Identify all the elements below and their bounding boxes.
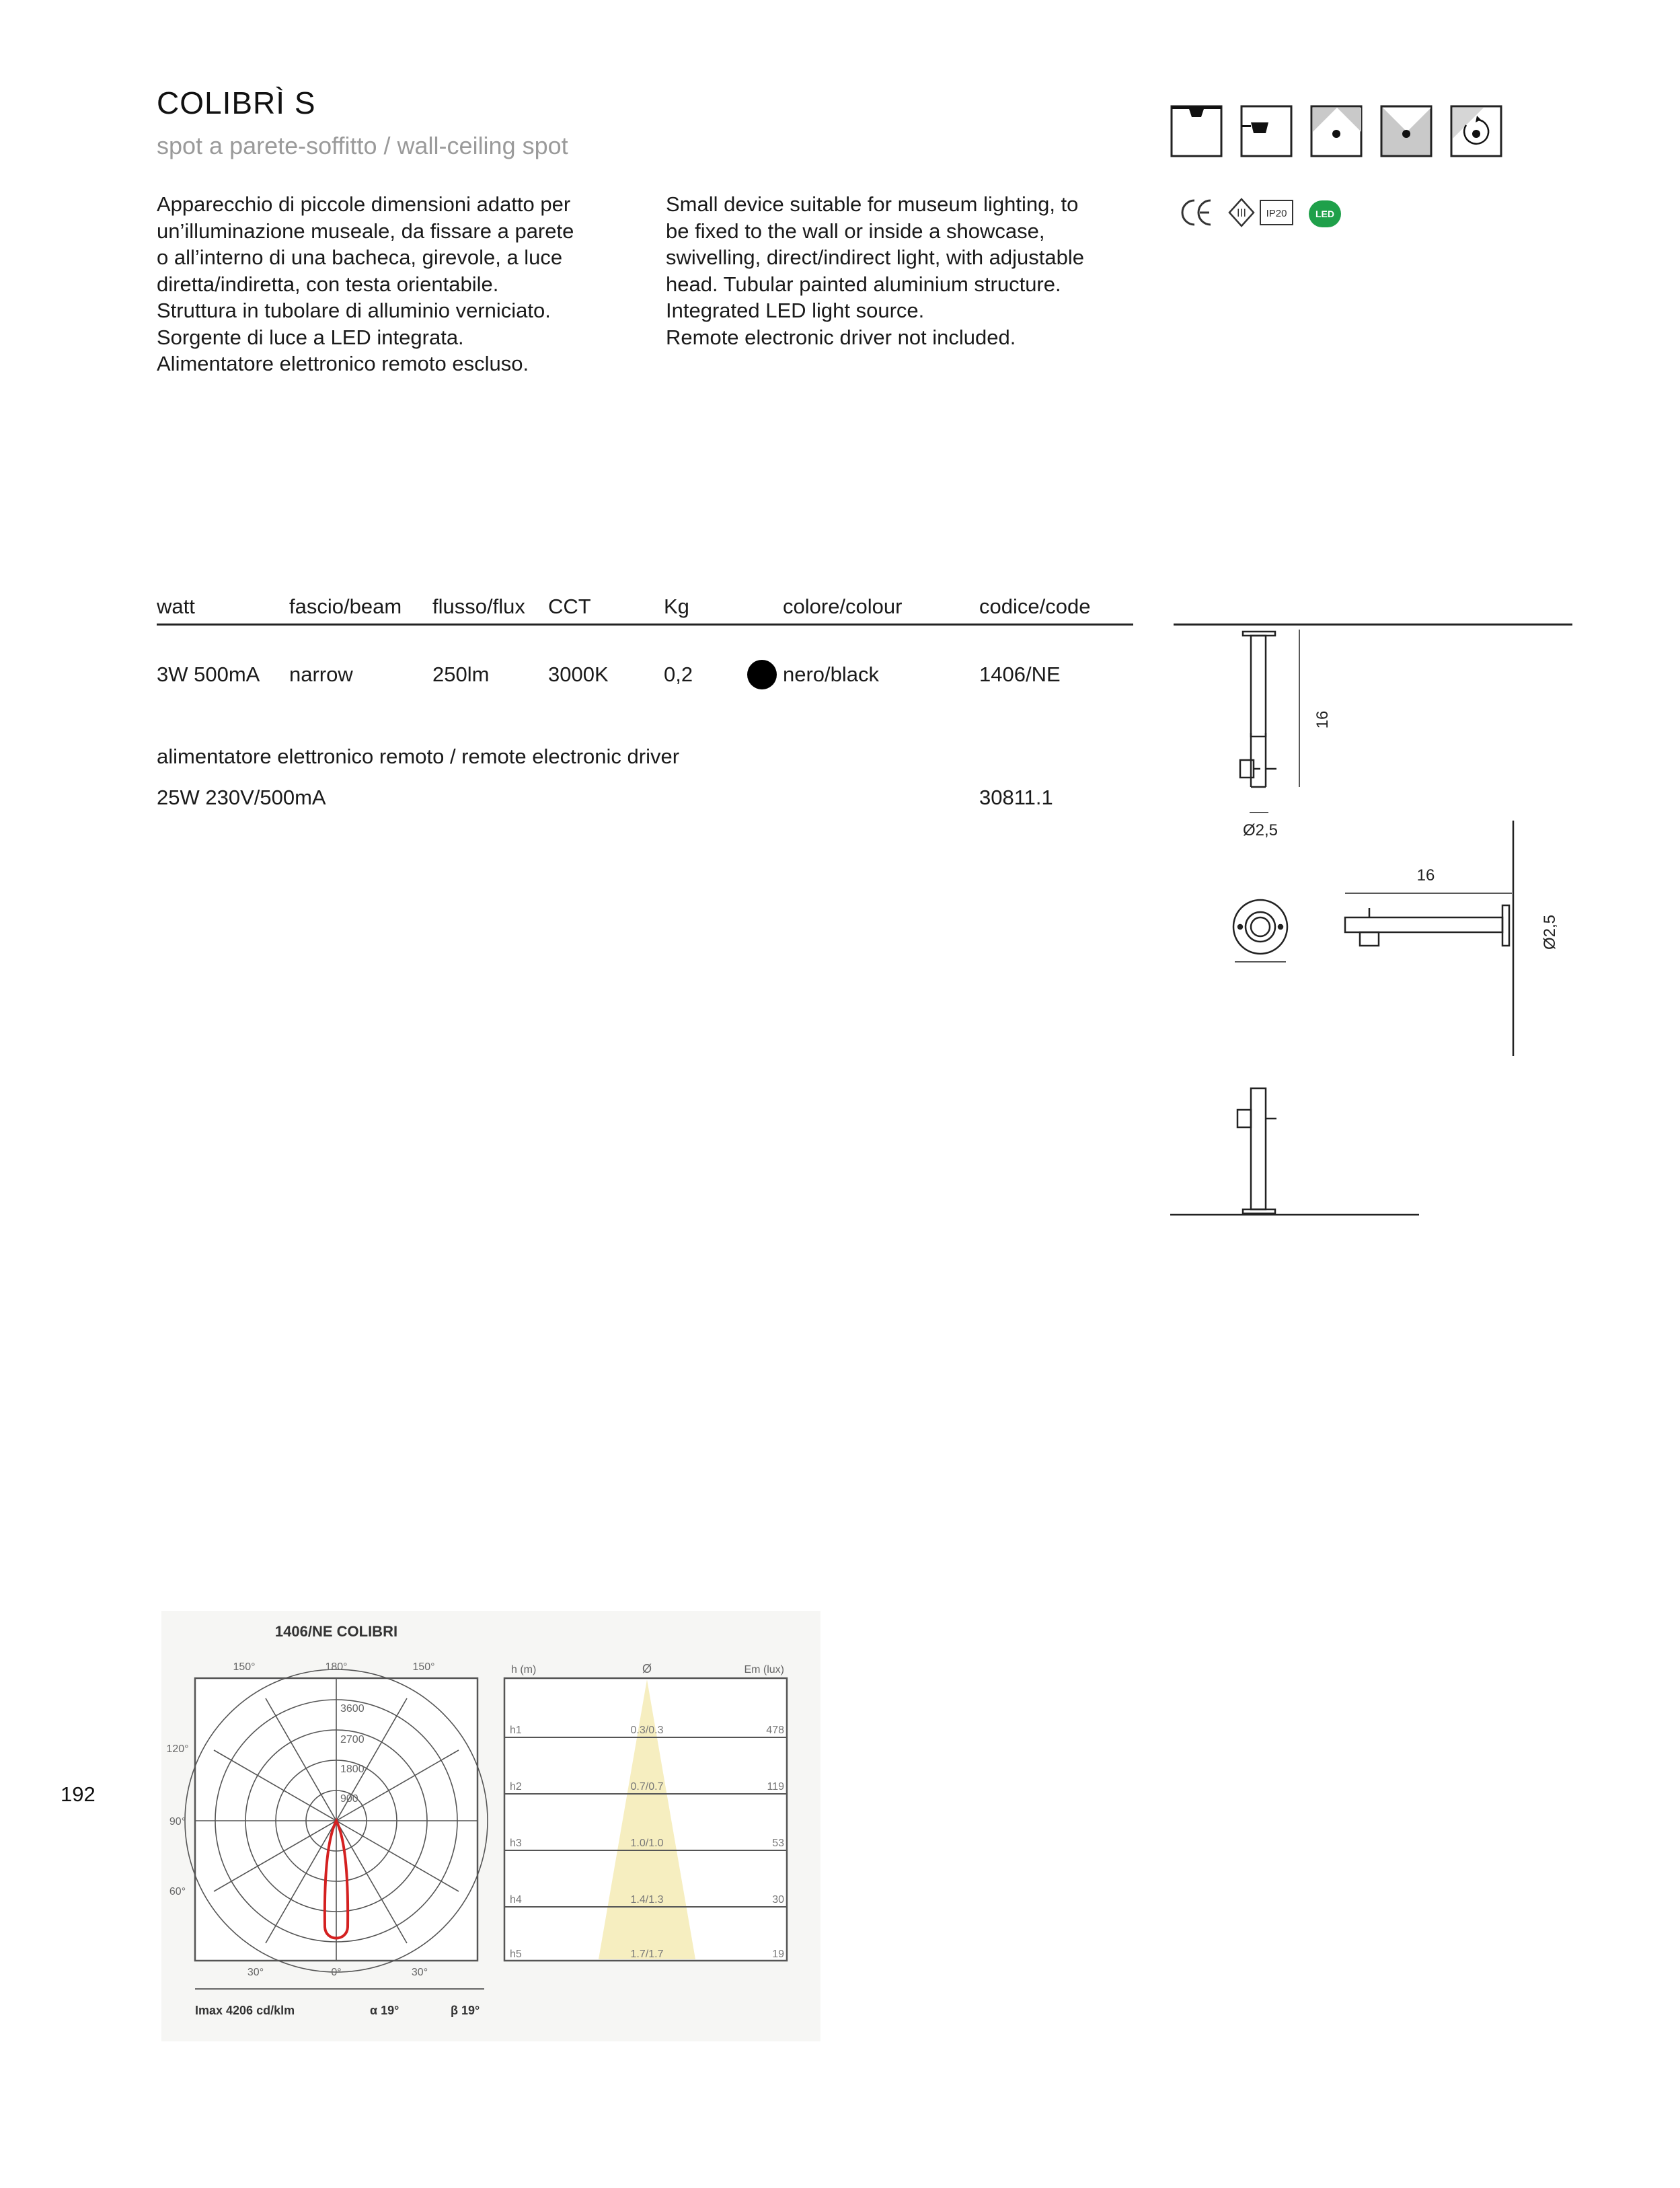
header-beam: fascio/beam xyxy=(289,595,402,618)
cone-header-d: Ø xyxy=(642,1662,652,1675)
desc-it-line: Struttura in tubolare di alluminio verniciato. xyxy=(157,299,551,322)
cone-row-em: 53 xyxy=(772,1838,784,1849)
polar-diagram xyxy=(166,1661,488,1978)
adjustable-icon-2 xyxy=(1381,106,1431,156)
desc-it-line: un’illuminazione museale, da fissare a parete xyxy=(157,219,574,243)
mounting-icons xyxy=(1170,105,1506,159)
header-cct: CCT xyxy=(548,595,591,618)
drawing-wall-view xyxy=(1345,821,1513,1056)
cell-beam: narrow xyxy=(289,663,353,686)
polar-top-label: 180° xyxy=(325,1661,348,1673)
class-iii-icon xyxy=(1229,199,1254,226)
dim-height-label: 16 xyxy=(1313,710,1332,729)
photometric-chart xyxy=(161,1611,820,2041)
class-label: III xyxy=(1236,206,1247,219)
driver-label: alimentatore elettronico remoto / remote electronic driver xyxy=(157,745,680,768)
polar-side-label: 90° xyxy=(169,1816,186,1827)
adjustable-icon xyxy=(1311,106,1361,156)
desc-it-line: Alimentatore elettronico remoto escluso. xyxy=(157,352,529,375)
cone-row-d: 1.4/1.3 xyxy=(630,1894,664,1906)
drawing-floor-view xyxy=(1170,1088,1419,1215)
chart-title: 1406/NE COLIBRI xyxy=(274,1623,398,1640)
desc-en-line: Remote electronic driver not included. xyxy=(666,325,1016,349)
cone-row-em: 30 xyxy=(772,1894,784,1906)
desc-it-line: diretta/indiretta, con testa orientabile. xyxy=(157,272,499,296)
drawing-front-view xyxy=(1233,900,1287,962)
ip-label: IP20 xyxy=(1266,208,1287,219)
colour-swatch xyxy=(747,660,777,689)
desc-en-line: be fixed to the wall or inside a showcase, xyxy=(666,219,1045,243)
driver-spec: 25W 230V/500mA xyxy=(157,786,326,809)
desc-it-line: o all’interno di una bacheca, girevole, a luce xyxy=(157,246,563,269)
led-badge-icon: LED xyxy=(1309,200,1341,227)
cone-row-h: h4 xyxy=(510,1894,522,1906)
cone-row-h: h3 xyxy=(510,1838,522,1849)
desc-it-line: Apparecchio di piccole dimensioni adatto per xyxy=(157,192,571,216)
wall-mount-icon xyxy=(1242,106,1291,156)
ce-mark-icon xyxy=(1182,200,1211,225)
cell-colour: nero/black xyxy=(783,663,880,686)
page-number: 192 xyxy=(61,1782,96,1806)
polar-top-label: 150° xyxy=(412,1661,435,1673)
ip20-icon xyxy=(1260,200,1293,225)
cone-row-em: 478 xyxy=(766,1725,784,1736)
header-colour: colore/colour xyxy=(783,595,903,618)
cone-header-em: Em (lux) xyxy=(744,1664,784,1675)
ring-value: 3600 xyxy=(340,1703,365,1714)
cell-flux: 250lm xyxy=(432,663,490,686)
cone-row-h: h5 xyxy=(510,1949,522,1960)
desc-en-line: swivelling, direct/indirect light, with adjustable xyxy=(666,246,1085,269)
ring-value: 2700 xyxy=(340,1734,365,1745)
polar-bottom-label: 0° xyxy=(331,1967,342,1978)
drawing-ceiling-view xyxy=(1240,630,1299,813)
polar-side-label: 120° xyxy=(166,1743,189,1755)
cone-row-h: h2 xyxy=(510,1781,522,1793)
header-flux: flusso/flux xyxy=(432,595,525,618)
polar-bottom-label: 30° xyxy=(247,1967,264,1978)
desc-en-line: Small device suitable for museum lighting, to xyxy=(666,192,1079,216)
ring-value: 1800 xyxy=(340,1764,365,1775)
header-code: codice/code xyxy=(979,595,1091,618)
technical-drawings xyxy=(1170,626,1574,1271)
ring-value: 900 xyxy=(340,1793,358,1805)
cone-row-d: 0.7/0.7 xyxy=(630,1781,664,1793)
description-english xyxy=(666,191,1084,350)
polar-bottom-label: 30° xyxy=(411,1967,428,1978)
polar-side-label: 60° xyxy=(169,1886,186,1897)
polar-top-label: 150° xyxy=(233,1661,256,1673)
table-header-rule xyxy=(157,624,1133,626)
cone-row-d: 1.7/1.7 xyxy=(630,1949,664,1960)
cone-header-h: h (m) xyxy=(511,1664,537,1675)
cone-diagram xyxy=(504,1662,787,1961)
cell-code: 1406/NE xyxy=(979,663,1061,686)
product-title: COLIBRÌ S xyxy=(157,85,316,120)
description-italian xyxy=(157,191,574,377)
header-watt: watt xyxy=(157,595,195,618)
rotation-icon xyxy=(1451,106,1501,156)
product-subtitle: spot a parete-soffitto / wall-ceiling spot xyxy=(157,132,568,159)
cone-row-em: 119 xyxy=(767,1781,784,1793)
cone-row-d: 1.0/1.0 xyxy=(630,1838,664,1849)
cone-row-h: h1 xyxy=(510,1725,522,1736)
dim-diameter-2-label: Ø2,5 xyxy=(1541,914,1559,950)
dim-diameter-label: Ø2,5 xyxy=(1242,821,1278,839)
cone-row-em: 19 xyxy=(772,1949,784,1960)
cone-row-d: 0.3/0.3 xyxy=(630,1725,664,1736)
cell-cct: 3000K xyxy=(548,663,609,686)
dim-length-label: 16 xyxy=(1416,866,1435,884)
imax-label: Imax 4206 cd/klm xyxy=(195,2004,295,2017)
cell-watt: 3W 500mA xyxy=(157,663,260,686)
ceiling-mount-icon xyxy=(1172,106,1221,156)
header-kg: Kg xyxy=(664,595,689,618)
desc-en-line: head. Tubular painted aluminium structure. xyxy=(666,272,1061,296)
certification-marks xyxy=(1176,192,1303,234)
cell-kg: 0,2 xyxy=(664,663,693,686)
alpha-label: α 19° xyxy=(370,2004,399,2017)
desc-it-line: Sorgente di luce a LED integrata. xyxy=(157,325,464,349)
beta-label: β 19° xyxy=(451,2004,480,2017)
desc-en-line: Integrated LED light source. xyxy=(666,299,925,322)
driver-code: 30811.1 xyxy=(979,786,1053,809)
